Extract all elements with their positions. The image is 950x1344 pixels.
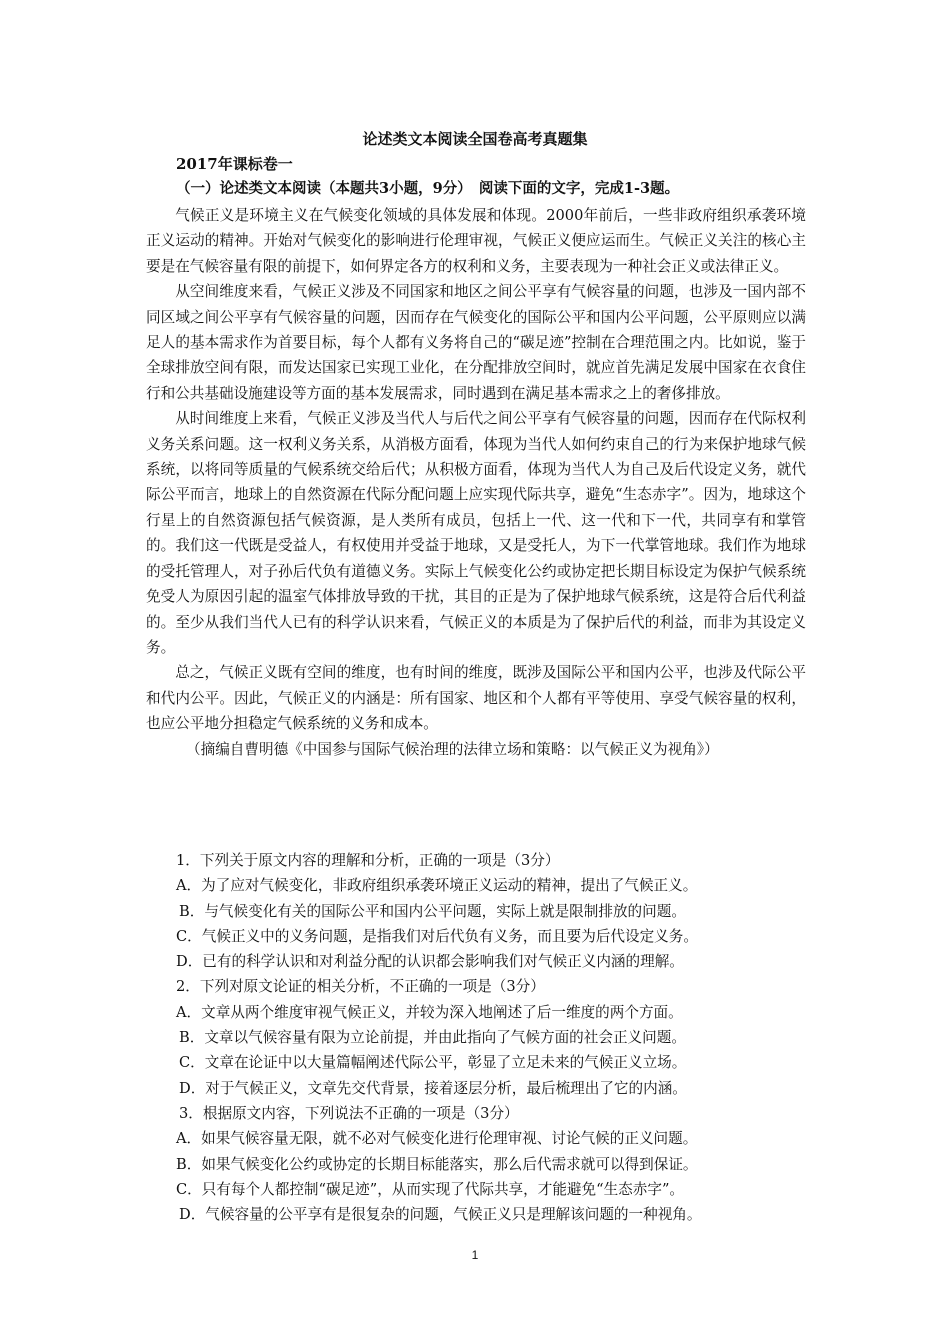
question-option: B．如果气候变化公约或协定的长期目标能落实，那么后代需求就可以得到保证。 xyxy=(176,1155,698,1173)
section-subheading: （一）论述类文本阅读（本题共3小题，9分） 阅读下面的文字，完成1-3题。 xyxy=(176,180,680,197)
question-option: C．文章在论证中以大量篇幅阐述代际公平，彰显了立足未来的气候正义立场。 xyxy=(179,1054,687,1072)
question-stem: 2．下列对原文论证的相关分析，不正确的一项是（3分） xyxy=(176,978,545,996)
question-option: C．只有每个人都控制“碳足迹”，从而实现了代际共享，才能避免“生态赤字”。 xyxy=(176,1180,685,1198)
article-paragraph: 气候正义是环境主义在气候变化领域的具体发展和体现。2000年前后，一些非政府组织承袭环境正义运动的精神。开始对气候变化的影响进行伦理审视，气候正义便应运而生。气候正义关注的核心主要是在气候容量有限的前提下，如何界定各方的权利和义务，主要表现为一种社会正义或法律正义。 xyxy=(146,207,806,275)
question-option: D．对于气候正义，文章先交代背景，接着逐层分析，最后梳理出了它的内涵。 xyxy=(179,1079,687,1097)
question-stem: 3．根据原文内容，下列说法不正确的一项是（3分） xyxy=(179,1104,519,1122)
page-number: 1 xyxy=(471,1248,479,1262)
question-option: A．如果气候容量无限，就不必对气候变化进行伦理审视、讨论气候的正义问题。 xyxy=(176,1130,698,1148)
article-paragraph: 从时间维度上来看，气候正义涉及当代人与后代之间公平享有气候容量的问题，因而存在代际权利义务关系问题。这一权利义务关系，从消极方面看，体现为当代人如何约束自己的行为来保护地球气候系统，以将同等质量的气候系统交给后代；从积极方面看，体现为当代人为自己及后代设定义务，就代际公平而言，地球上的自然资源在代际分配问题上应实现代际共享，避免“生态赤字”。因为，地球这个行星上的自然资源包括气候资源，是人类所有成员，包括上一代、这一代和下一代，共同享有和掌管的。我们这一代既是受益人，有权使用并受益于地球，又是受托人，为下一代掌管地球。我们作为地球的受托管理人，对子孙后代负有道德义务。实际上气候变化公约或协定把长期目标设定为保护气候系统免受人为原因引起的温室气体排放导致的干扰，其目的正是为了保护地球气候系统，这是符合后代利益的。至少从我们当代人已有的科学认识来看，气候正义的本质是为了保护后代的利益，而非为其设定义务。 xyxy=(146,410,806,656)
question-option: D．已有的科学认识和对利益分配的认识都会影响我们对气候正义内涵的理解。 xyxy=(176,953,684,971)
question-list xyxy=(176,848,806,1227)
question-option: B．文章以气候容量有限为立论前提，并由此指向了气候方面的社会正义问题。 xyxy=(179,1029,686,1047)
question-option: C．气候正义中的义务问题，是指我们对后代负有义务，而且要为后代设定义务。 xyxy=(176,927,698,945)
section-heading: 2017年课标卷一 xyxy=(176,155,293,173)
question-option: A．为了应对气候变化，非政府组织承袭环境正义运动的精神，提出了气候正义。 xyxy=(176,877,698,895)
question-option: D．气候容量的公平享有是很复杂的问题，气候正义只是理解该问题的一种视角。 xyxy=(179,1206,702,1224)
article-paragraph: 从空间维度来看，气候正义涉及不同国家和地区之间公平享有气候容量的问题，也涉及一国内部不同区域之间公平享有气候容量的问题，因而存在气候变化的国际公平和国内公平问题，公平原则应以满足人的基本需求作为首要目标，每个人都有义务将自己的“碳足迹”控制在合理范围之内。比如说，鉴于全球排放空间有限，而发达国家已实现工业化，在分配排放空间时，就应首先满足发展中国家在衣食住行和公共基础设施建设等方面的基本发展需求，同时遇到在满足基本需求之上的奢侈排放。 xyxy=(146,283,806,402)
document-title: 论述类文本阅读全国卷高考真题集 xyxy=(362,130,588,148)
article-paragraph: 总之，气候正义既有空间的维度，也有时间的维度，既涉及国际公平和国内公平，也涉及代际公平和代内公平。因此，气候正义的内涵是：所有国家、地区和个人都有平等使用、享受气候容量的权利，也应公平地分担稳定气候系统的义务和成本。 xyxy=(146,664,806,733)
article-body xyxy=(146,203,806,762)
question-stem: 1．下列关于原文内容的理解和分析，正确的一项是（3分） xyxy=(176,852,560,869)
question-option: B．与气候变化有关的国际公平和国内公平问题，实际上就是限制排放的问题。 xyxy=(179,902,686,920)
question-option: A．文章从两个维度审视气候正义，并较为深入地阐述了后一维度的两个方面。 xyxy=(176,1003,683,1021)
article-source: （摘编自曹明德《中国参与国际气候治理的法律立场和策略：以气候正义为视角》） xyxy=(186,740,719,758)
